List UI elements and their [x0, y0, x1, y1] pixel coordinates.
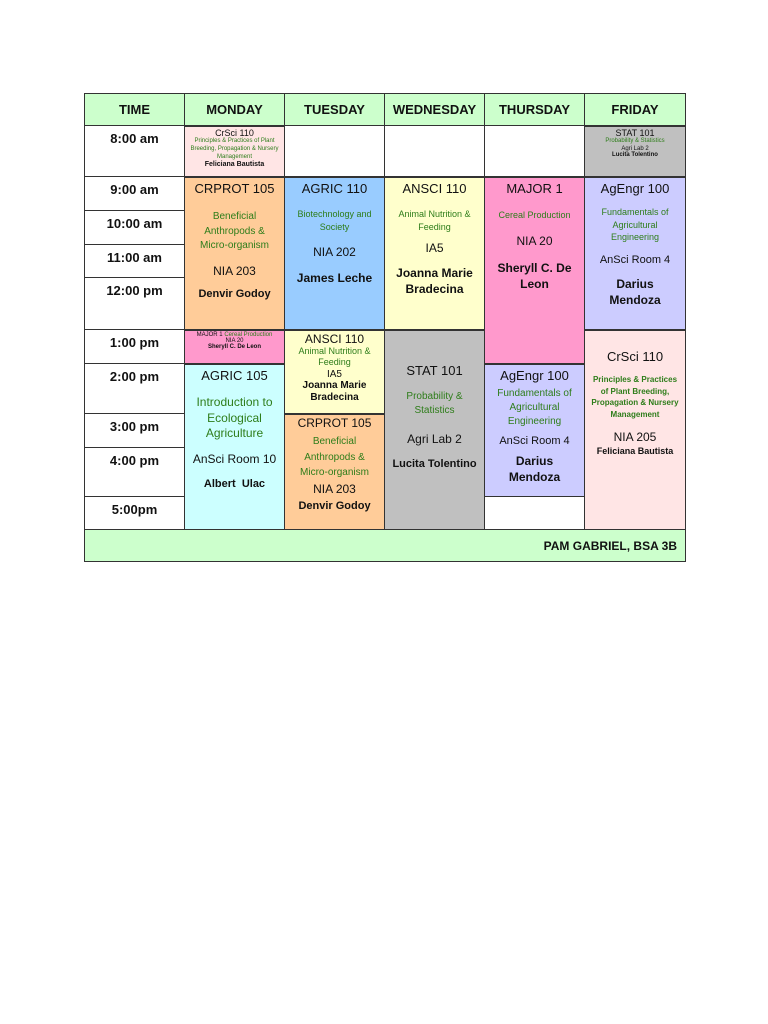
class-block-tuesday-crprot: [284, 414, 385, 530]
header-friday: FRIDAY: [584, 93, 686, 126]
class-block-tuesday-agric: [284, 177, 385, 330]
class-code: STAT 101: [406, 363, 463, 378]
class-teacher: Denvir Godoy: [298, 499, 371, 512]
class-block-monday-crprot: [184, 177, 285, 330]
empty-cell: [484, 126, 585, 177]
class-code: AGRIC 105: [201, 368, 268, 383]
class-code: AGRIC 110: [301, 181, 368, 196]
class-block-tuesday-ansci: [284, 330, 385, 414]
class-block-monday-agric: [184, 364, 285, 530]
class-code: CRPROT 105: [297, 416, 372, 430]
class-teacher: Albert Ulac: [203, 477, 266, 490]
time-slot: 4:00 pm: [84, 448, 185, 497]
class-teacher: Joanna Marie Bradecina: [396, 266, 473, 297]
class-room: NIA 202: [313, 245, 356, 260]
class-room: IA5: [326, 368, 342, 380]
class-teacher: Denvir Godoy: [198, 287, 271, 300]
class-code: AgEngr 100: [500, 368, 569, 383]
class-title: Fundamentals of Agricultural Engineering: [497, 388, 572, 427]
header-tuesday: TUESDAY: [284, 93, 385, 126]
class-block-thursday-agengr: [484, 364, 585, 497]
time-slot: 3:00 pm: [84, 414, 185, 448]
class-code: CrSci 110: [215, 128, 254, 138]
empty-cell: [284, 126, 385, 177]
footer-student-name: PAM GABRIEL, BSA 3B: [84, 529, 686, 562]
class-block-friday-crsci: [584, 330, 686, 530]
class-title: Animal Nutrition & Feeding: [398, 209, 471, 232]
time-slot: 9:00 am: [84, 177, 185, 211]
class-code: AgEngr 100: [600, 181, 670, 196]
class-teacher: Joanna Marie Bradecina: [302, 379, 367, 403]
class-room: NIA 20: [516, 233, 553, 248]
class-room: AnSci Room 10: [192, 451, 277, 466]
class-block-thursday-major: [484, 177, 585, 364]
class-title: Principles & Practices of Plant Breeding, Propagation & Nursery Management: [190, 138, 279, 160]
class-code: CrSci 110: [606, 349, 664, 364]
header-wednesday: WEDNESDAY: [384, 93, 485, 126]
time-slot: 1:00 pm: [84, 330, 185, 364]
class-room: NIA 203: [313, 481, 356, 496]
class-code: STAT 101: [615, 128, 655, 138]
class-title: Principles & Practices of Plant Breeding, Propagation & Nursery Management: [591, 375, 679, 419]
class-block-wednesday-ansci: [384, 177, 485, 330]
class-teacher: Darius Mendoza: [609, 276, 661, 307]
class-room: AnSci Room 4: [599, 253, 671, 266]
class-code: ANSCI 110: [402, 181, 467, 196]
class-teacher: Darius Mendoza: [508, 454, 561, 485]
empty-cell: [484, 497, 585, 530]
class-title: Probability & Statistics: [605, 138, 665, 144]
time-slot: 2:00 pm: [84, 364, 185, 414]
time-slot: 12:00 pm: [84, 278, 185, 330]
class-block-monday-crsci: [184, 126, 285, 177]
class-teacher: Feliciana Bautista: [204, 161, 265, 169]
time-slot: 8:00 am: [84, 126, 185, 177]
class-title: Animal Nutrition & Feeding: [298, 346, 371, 368]
header-thursday: THURSDAY: [484, 93, 585, 126]
class-block-friday-stat: [584, 126, 686, 177]
class-schedule-table: [84, 93, 686, 562]
class-code: CRPROT 105: [194, 181, 275, 196]
class-code: ANSCI 110: [304, 332, 365, 346]
class-teacher: Feliciana Bautista: [596, 446, 674, 457]
class-room: Agri Lab 2: [621, 145, 649, 152]
class-teacher: Sheryll C. De Leon: [207, 344, 261, 350]
class-room: IA5: [425, 241, 444, 256]
class-room: NIA 20: [225, 338, 244, 344]
class-title: Introduction to Ecological Agriculture: [196, 395, 273, 441]
class-room: NIA 203: [213, 263, 256, 278]
time-slot: 5:00pm: [84, 497, 185, 530]
class-code: MAJOR 1: [506, 181, 563, 196]
class-code: MAJOR 1: [196, 332, 223, 338]
class-title: Fundamentals of Agricultural Engineering: [601, 207, 669, 243]
class-room: AnSci Room 4: [499, 435, 570, 447]
class-block-wednesday-stat: [384, 330, 485, 530]
class-title: Beneficial Anthropods & Micro-organism: [200, 211, 269, 251]
class-title: Biotechnology and Society: [297, 209, 372, 232]
empty-cell: [384, 126, 485, 177]
class-teacher: Sheryll C. De Leon: [497, 260, 572, 291]
class-room: Agri Lab 2: [407, 432, 462, 446]
class-teacher: Lucita Tolentino: [392, 458, 477, 470]
class-room: NIA 205: [613, 430, 657, 445]
class-teacher: James Leche: [296, 271, 373, 286]
class-teacher: Lucita Tolentino: [612, 151, 658, 158]
class-title: Cereal Production: [224, 332, 273, 338]
header-monday: MONDAY: [184, 93, 285, 126]
class-block-monday-major: [184, 330, 285, 364]
class-title: Beneficial Anthropods & Micro-organism: [300, 436, 369, 478]
class-title: Cereal Production: [498, 210, 571, 220]
class-block-friday-agengr: [584, 177, 686, 330]
class-title: Probability & Statistics: [406, 391, 463, 416]
time-slot: 11:00 am: [84, 245, 185, 278]
header-time: TIME: [84, 93, 185, 126]
time-slot: 10:00 am: [84, 211, 185, 245]
